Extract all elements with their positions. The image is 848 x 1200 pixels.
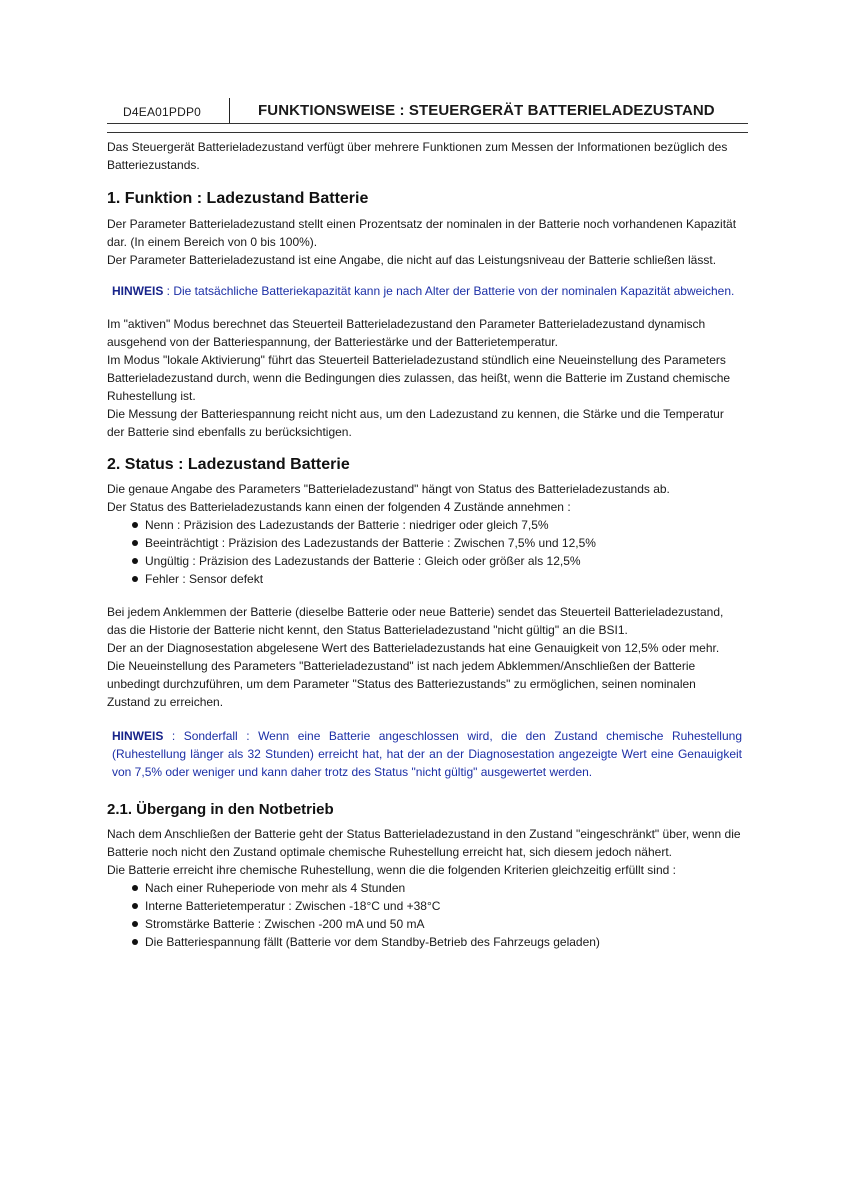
list-item: Interne Batterietemperatur : Zwischen -18°C und +38°C [107, 897, 742, 915]
section-2-paragraph: Die genaue Angabe des Parameters "Batterieladezustand" hängt von Status des Batterieladezustands ab. [107, 482, 670, 496]
section-1-paragraph: Die Messung der Batteriespannung reicht nicht aus, um den Ladezustand zu kennen, die Stärke und die Temperatur der Batterie sind ebenfalls zu berücksichtigen. [107, 407, 724, 439]
intro-paragraph: Das Steuergerät Batterieladezustand verfügt über mehrere Funktionen zum Messen der Informationen bezüglich des Batteriezustands. [107, 140, 728, 172]
section-1-paragraph: Der Parameter Batterieladezustand stellt einen Prozentsatz der nominalen in der Batterie noch vorhandenen Kapazität dar. (In einem Bereich von 0 bis 100%). [107, 217, 737, 249]
list-item: Beeinträchtigt : Präzision des Ladezustands der Batterie : Zwischen 7,5% und 12,5% [107, 534, 742, 552]
section-1-paragraph: Im "aktiven" Modus berechnet das Steuerteil Batterieladezustand den Parameter Batterieladezustand dynamisch ausgehend von der Batteriespannung, der Batteriestärke und der Batterietemperatur. [107, 317, 706, 349]
bullet-icon [132, 885, 138, 891]
document-body [107, 138, 742, 951]
header-divider [229, 98, 230, 124]
section-2-1-paragraph: Die Batterie erreicht ihre chemische Ruhestellung, wenn die die folgenden Kriterien gleichzeitig erfüllt sind : [107, 863, 676, 877]
criteria-list [107, 879, 742, 951]
document-code: D4EA01PDP0 [123, 105, 202, 119]
header-rule-top [107, 123, 748, 124]
section-2-1-paragraph: Nach dem Anschließen der Batterie geht der Status Batterieladezustand in den Zustand "eingeschränkt" über, wenn die Batterie noch nicht den Zustand optimale chemische Ruhestellung erreicht hat, sich diesem jedoch nähert. [107, 827, 741, 859]
bullet-icon [132, 939, 138, 945]
page-header [107, 96, 748, 134]
bullet-icon [132, 522, 138, 528]
bullet-icon [132, 903, 138, 909]
bullet-icon [132, 558, 138, 564]
bullet-icon [132, 576, 138, 582]
section-2-paragraph: Bei jedem Anklemmen der Batterie (dieselbe Batterie oder neue Batterie) sendet das Steuerteil Batterieladezustand, das die Historie der Batterie nicht kennt, den Status Batterieladezustand "nicht gültig" an die BSI1. [107, 605, 724, 637]
section-2-paragraph: Der Status des Batterieladezustands kann einen der folgenden 4 Zustände annehmen : [107, 500, 571, 514]
list-item: Fehler : Sensor defekt [107, 570, 742, 588]
list-item: Stromstärke Batterie : Zwischen -200 mA und 50 mA [107, 915, 742, 933]
list-item: Die Batteriespannung fällt (Batterie vor dem Standby-Betrieb des Fahrzeugs geladen) [107, 933, 742, 951]
note-box [107, 282, 742, 300]
section-2-paragraph: Die Neueinstellung des Parameters "Batterieladezustand" ist nach jedem Abklemmen/Anschließen der Batterie unbedingt durchzuführen, um dem Parameter "Status des Batteriezustands" zu ermöglichen, seinen nominalen Zustand zu erreichen. [107, 659, 696, 709]
list-item: Ungültig : Präzision des Ladezustands der Batterie : Gleich oder größer als 12,5% [107, 552, 742, 570]
status-list [107, 516, 742, 588]
note-box [107, 727, 742, 781]
section-2-1-heading: 2.1. Übergang in den Notbetrieb [107, 801, 334, 818]
header-rule-bottom [107, 132, 748, 133]
page-title: FUNKTIONSWEISE : STEUERGERÄT BATTERIELADEZUSTAND [258, 102, 715, 119]
bullet-icon [132, 540, 138, 546]
section-1-paragraph: Im Modus "lokale Aktivierung" führt das Steuerteil Batterieladezustand stündlich eine Neueinstellung des Parameters Batterieladezustand durch, wenn die Bedingungen dies zulassen, das heißt, wenn die Batterie im Zustand chemische Ruhestellung ist. [107, 353, 731, 403]
bullet-icon [132, 921, 138, 927]
section-1-paragraph: Der Parameter Batterieladezustand ist eine Angabe, die nicht auf das Leistungsniveau der Batterie schließen lässt. [107, 253, 717, 267]
section-2-heading: 2. Status : Ladezustand Batterie [107, 456, 350, 473]
note-text: : Die tatsächliche Batteriekapazität kann je nach Alter der Batterie von der nominalen Kapazität abweichen. [163, 284, 735, 298]
list-item: Nenn : Präzision des Ladezustands der Batterie : niedriger oder gleich 7,5% [107, 516, 742, 534]
section-1-heading: 1. Funktion : Ladezustand Batterie [107, 190, 369, 207]
note-text: : Sonderfall : Wenn eine Batterie angeschlossen wird, die den Zustand chemische Ruhestellung (Ruhestellung länger als 32 Stunden) erreicht hat, hat der an der Diagnosestation angezeigte Wert eine Genauigkeit von 7,5% oder weniger und kann daher trotz des Status "nicht gültig" ausgewertet werden. [112, 729, 742, 779]
section-2-paragraph: Der an der Diagnosestation abgelesene Wert des Batterieladezustands hat eine Genauigkeit von 12,5% oder mehr. [107, 641, 720, 655]
list-item: Nach einer Ruheperiode von mehr als 4 Stunden [107, 879, 742, 897]
note-label: HINWEIS [112, 729, 164, 743]
note-label: HINWEIS [112, 284, 164, 298]
